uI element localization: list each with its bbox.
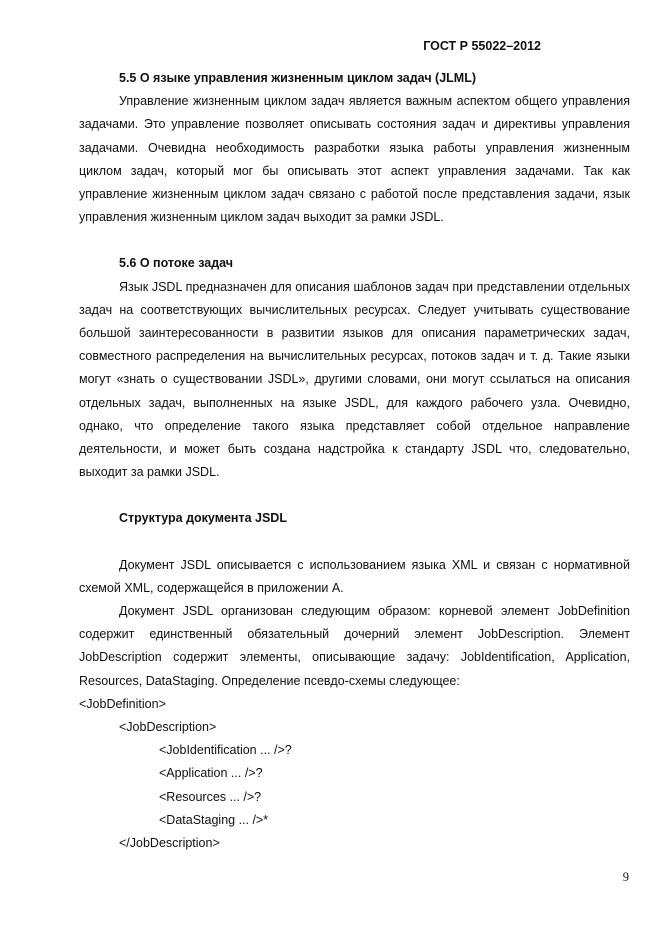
standard-header: ГОСТ Р 55022–2012	[423, 39, 541, 53]
code-line-jobdefinition-open: <JobDefinition>	[79, 696, 166, 711]
structure-heading: Структура документа JSDL	[119, 511, 287, 526]
spacer	[79, 531, 630, 554]
section-5-6-heading: 5.6 О потоке задач	[119, 256, 234, 271]
section-5-5-heading: 5.5 О языке управления жизненным циклом задач (JLML)	[119, 71, 477, 85]
spacer	[79, 229, 630, 252]
page-number: 9	[622, 870, 629, 884]
code-line-resources: <Resources ... />?	[159, 789, 262, 804]
document-body	[79, 67, 630, 855]
code-line-jobdescription-close: </JobDescription>	[119, 836, 220, 851]
section-5-5-paragraph: Управление жизненным циклом задач является важным аспектом общего управления задачами. Это управление позволяет описывать состояния задач и директивы управления задачами. Очевидна необходимость разработки языка работы управления жизненным циклом задач, который мог бы описывать этот аспект управления задачами. Так как управление жизненным циклом задач связано с работой после представления задачи, язык управления жизненным циклом задач выходит за рамки JSDL.	[79, 94, 630, 225]
code-line-datastaging: <DataStaging ... />*	[159, 812, 269, 827]
structure-paragraph-1: Документ JSDL описывается с использованием языка XML и связан с нормативной схемой XML, содержащейся в приложении А.	[79, 557, 630, 595]
code-line-application: <Application ... />?	[159, 766, 263, 781]
code-line-jobdescription-open: <JobDescription>	[119, 720, 217, 735]
section-5-6-paragraph: Язык JSDL предназначен для описания шаблонов задач при представлении отдельных задач на соответствующих вычислительных ресурсах. Следует учитывать существование большой заинтересованности в развитии языков для описания параметрических задач, совместного распределения на вычислительных ресурсах, потоков задач и т. д. Такие языки могут «знать о существовании JSDL», другими словами, они могут ссылаться на описания отдельных задач, выполненных на языке JSDL, для каждого рабочего узла. Очевидно, однако, что определение такого языка представляет собой отдельное направление деятельности, и может быть создана надстройка к стандарту JSDL что, следовательно, выходит за рамки JSDL.	[79, 279, 630, 480]
spacer	[79, 484, 630, 507]
code-line-jobidentification: <JobIdentification ... />?	[159, 743, 292, 758]
structure-paragraph-2: Документ JSDL организован следующим образом: корневой элемент JobDefinition содержит единственный обязательный дочерний элемент JobDescription. Элемент JobDescription содержит элементы, описывающие задачу: JobIdentification, Application, Resources, DataStaging. Определение псевдо-схемы следующее:	[79, 604, 630, 688]
